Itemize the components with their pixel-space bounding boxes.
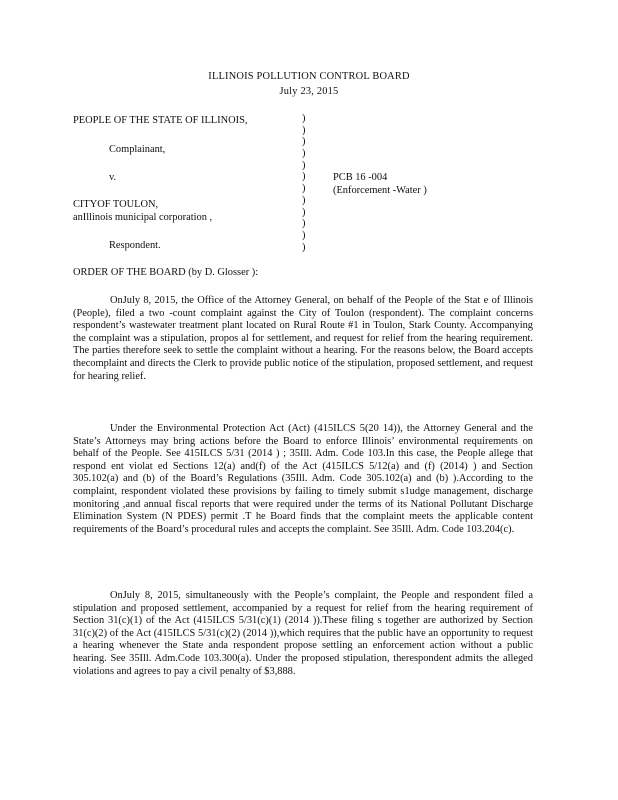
paragraph-text: OnJuly 8, 2015, the Office of the Attorney General, on behalf of the People of the Stat e of Illinois (People), filed a two -count complaint against the City of Toulon (respondent). The complaint concerns respondent’s wastewater treatment plant located on Rural Route #1 in Toulon, Stark County. Accompanying the complaint was a stipulation, propos al for settlement, and request for relief from the hearing requirement. The parties therefore seek to settle the complaint without a hearing. For the reasons below, the Board accepts thecomplaint and directs the Clerk to provide public notice of the stipulation, proposed settlement, and request for hearing relief.: [73, 295, 533, 382]
caption-paren: ): [302, 206, 306, 218]
paragraph-text: OnJuly 8, 2015, simultaneously with the People’s complaint, the People and respondent filed a stipulation and proposed settlement, accompanied by a request for relief from the hearing requirement of Section 31(c)(1) of the Act (415ILCS 5/31(c)(1) (2014 )).These filing s together are authorized by Section 31(c)(2) of the Act (415ILCS 5/31(c)(2) (2014 )),which requires that the public have an opportunity to request a hearing whenever the State anda respondent propose settling an enforcement action without a public hearing. See 35Ill. Adm.Code 103.300(a). Under the proposed stipulation, therespondent admits the alleged violations and agrees to pay a civil penalty of $3,888.: [73, 590, 533, 677]
caption-paren: ): [302, 171, 306, 183]
caption-paren: ): [302, 183, 306, 195]
caption-paren: ): [302, 229, 306, 241]
board-name: ILLINOIS POLLUTION CONTROL BOARD: [208, 71, 410, 82]
caption-paren: ): [302, 194, 306, 206]
caption-parentheses: [302, 113, 305, 253]
paragraph-3: [73, 590, 533, 678]
paragraph-1: [73, 295, 533, 383]
order-date: July 23, 2015: [279, 85, 339, 97]
caption-paren: ): [302, 113, 306, 124]
paragraph-2: [73, 423, 533, 536]
case-type: (Enforcement -Water ): [333, 185, 427, 196]
caption-paren: ): [302, 218, 306, 230]
paragraph-text: Under the Environmental Protection Act (Act) (415ILCS 5(20 14)), the Attorney General and the State’s Attorneys may bring actions before the Board to enforce Illinois’ environmental requirements on behalf of the People. See 415ILCS 5/31 (2014 ) ; 35Ill. Adm. Code 103.In this case, the People allege that respond ent violat ed Sections 12(a) and(f) of the Act (415ILCS 5/12(a) and (f) (2014) ) and Section 305.102(a) and (b) of the Board’s Regulations (35Ill. Adm. Code 305.102(a) and (b) ).According to the complaint, respondent violated these provisions by failing to timely submit s1udge management, discharge monitoring ,and annual fiscal reports that were required under the terms of its National Pollutant Discharge Elimination System (N PDES) permit .T he Board finds that the complaint meets the applicable content requirements of the Board’s procedural rules and accepts the complaint. See 35Ill. Adm. Code 103.204(c).: [73, 423, 533, 535]
caption-paren: ): [302, 148, 306, 160]
caption-paren: ): [302, 136, 306, 148]
caption-paren: ): [302, 159, 306, 171]
caption-paren: ): [302, 241, 306, 253]
defendant-name: CITYOF TOULON,: [73, 199, 159, 210]
defendant-description: anIllinois municipal corporation ,: [73, 212, 213, 223]
plaintiff-name: PEOPLE OF THE STATE OF ILLINOIS,: [73, 115, 248, 126]
case-caption: [73, 113, 553, 263]
complainant-label: Complainant,: [109, 144, 166, 155]
case-number: PCB 16 -004: [333, 172, 388, 183]
respondent-label: Respondent.: [109, 240, 161, 251]
caption-paren: ): [302, 124, 306, 136]
document-header: [0, 70, 618, 99]
order-heading: ORDER OF THE BOARD (by D. Glosser ):: [73, 267, 259, 278]
versus-label: v.: [109, 172, 117, 183]
